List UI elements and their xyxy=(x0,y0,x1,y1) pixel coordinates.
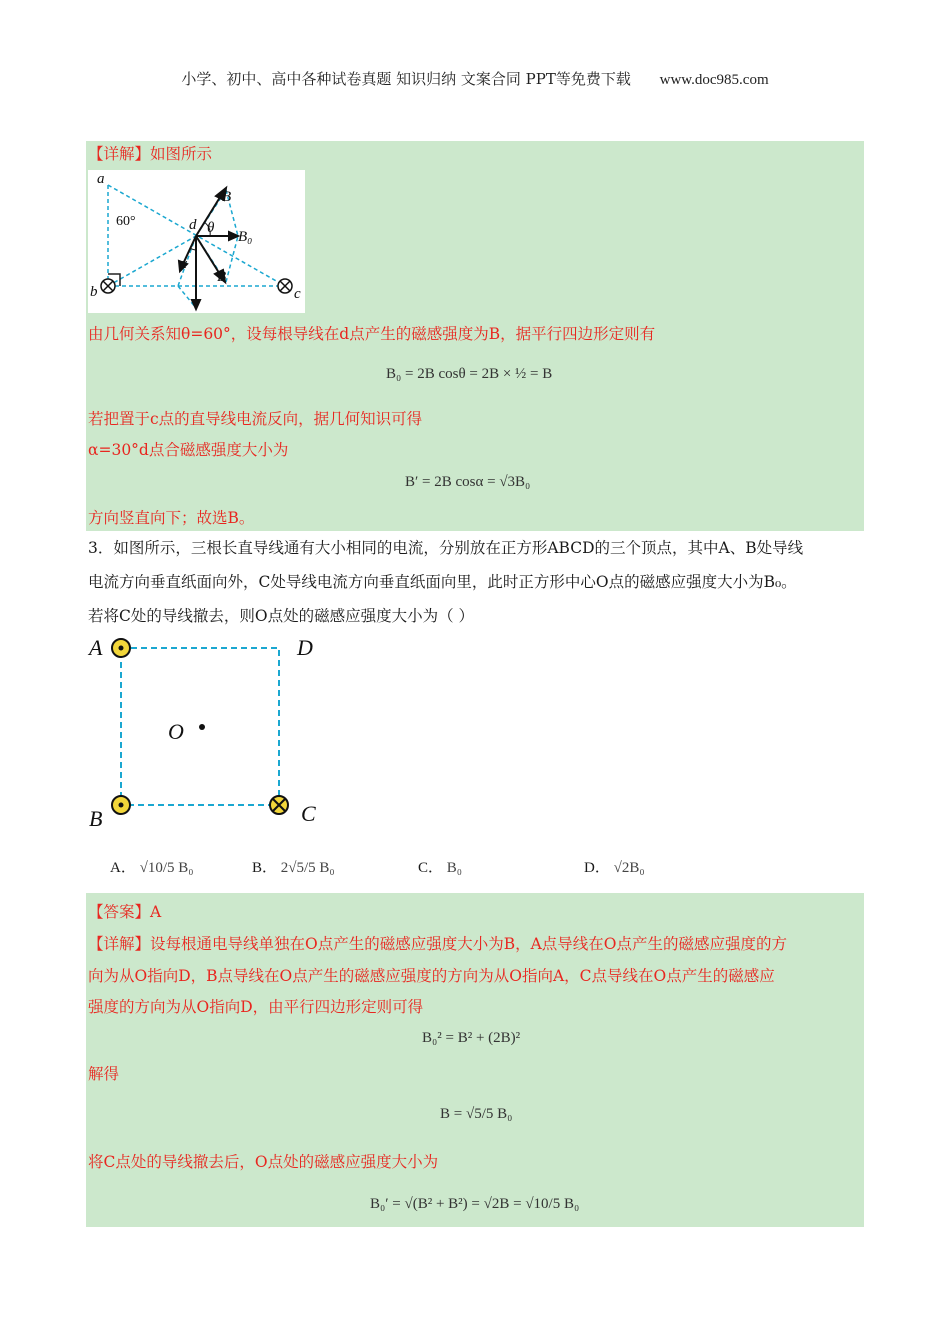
option-c-value: B₀ xyxy=(446,860,462,876)
section2-line1-text: 设每根通电导线单独在O点产生的磁感应强度大小为B，A点导线在O点产生的磁感应强度的方 xyxy=(150,935,788,953)
option-d[interactable] xyxy=(584,856,645,877)
section2-line5: 将C点处的导线撤去后，O点处的磁感应强度大小为 xyxy=(88,1153,439,1171)
label-c: c xyxy=(294,286,301,302)
label-D: D xyxy=(297,635,313,660)
section2-eq2: B = √5/5 B₀ xyxy=(440,1106,513,1122)
section1-eq1: B₀ = 2B cosθ = 2B × ½ = B xyxy=(386,366,553,382)
header-url[interactable]: www.doc985.com xyxy=(659,72,769,88)
figure-triangle-diagram xyxy=(88,170,305,313)
question3-line2: 电流方向垂直纸面向外，C处导线电流方向垂直纸面向里，此时正方形中心O点的磁感应强度大小为B₀。 xyxy=(88,573,797,591)
section2-line4: 解得 xyxy=(88,1065,120,1083)
option-a-value: √10/5 B₀ xyxy=(139,860,194,876)
answer-tag: 【答案】 xyxy=(88,903,151,921)
option-d-letter: D． xyxy=(584,860,610,876)
page-header xyxy=(0,68,950,89)
detail-tag-2: 【详解】 xyxy=(88,935,151,953)
option-b[interactable] xyxy=(252,856,335,877)
label-d: d xyxy=(189,217,197,233)
label-b: b xyxy=(90,284,98,300)
option-c-letter: C． xyxy=(418,860,444,876)
section1-line2: 若把置于c点的直导线电流反向，据几何知识可得 xyxy=(88,410,423,428)
label-O: O xyxy=(168,719,184,744)
label-B-top: B xyxy=(222,189,232,205)
detail-tag: 【详解】 xyxy=(88,145,151,163)
option-c[interactable] xyxy=(418,856,462,877)
label-a: a xyxy=(97,171,105,187)
section1-eq2: B′ = 2B cosα = √3B₀ xyxy=(405,474,531,490)
section2-eq1: B₀² = B² + (2B)² xyxy=(422,1030,521,1046)
question3-line1: 3．如图所示，三根长直导线通有大小相同的电流，分别放在正方形ABCD的三个顶点，其中A、B处导线 xyxy=(88,539,804,557)
answer-value: A xyxy=(150,903,162,921)
section2-line3: 强度的方向为从O指向D，由平行四边形定则可得 xyxy=(88,998,424,1016)
label-C: C xyxy=(301,801,316,826)
label-alpha: α xyxy=(179,256,187,272)
option-b-value: 2√5/5 B₀ xyxy=(280,860,335,876)
section2-eq3: B₀′ = √(B² + B²) = √2B = √10/5 B₀ xyxy=(370,1196,580,1212)
question3-line3: 若将C处的导线撤去，则O点处的磁感应强度大小为（ ） xyxy=(88,607,474,625)
label-B: B xyxy=(89,806,103,829)
label-60deg: 60° xyxy=(116,214,136,229)
option-d-value: √2B₀ xyxy=(613,860,645,876)
detail-intro: 如图所示 xyxy=(150,145,213,163)
section1-line1: 由几何关系知θ=60°，设每根导线在d点产生的磁感强度为B，据平行四边形定则有 xyxy=(88,325,656,343)
option-a-letter: A． xyxy=(110,860,136,876)
answer-line xyxy=(88,902,161,922)
header-text: 小学、初中、高中各种试卷真题 知识归纳 文案合同 PPT等免费下载 xyxy=(181,70,631,88)
section2-line1 xyxy=(88,934,787,954)
section2-line2: 向为从O指向D，B点导线在O点产生的磁感应强度的方向为从O指向A，C点导线在O点产生的磁感应 xyxy=(88,967,775,985)
label-A: A xyxy=(89,635,103,660)
option-a[interactable] xyxy=(110,856,193,877)
option-b-letter: B． xyxy=(252,860,278,876)
figure-square-diagram xyxy=(86,633,322,829)
section1-line3: α=30°d点合磁感强度大小为 xyxy=(88,441,289,459)
label-B0: B₀ xyxy=(238,229,253,245)
label-B-bottom: B xyxy=(217,269,227,285)
section1-line4: 方向竖直向下；故选B。 xyxy=(88,509,255,527)
label-theta: θ xyxy=(207,220,215,236)
detail-heading-1 xyxy=(88,144,212,164)
